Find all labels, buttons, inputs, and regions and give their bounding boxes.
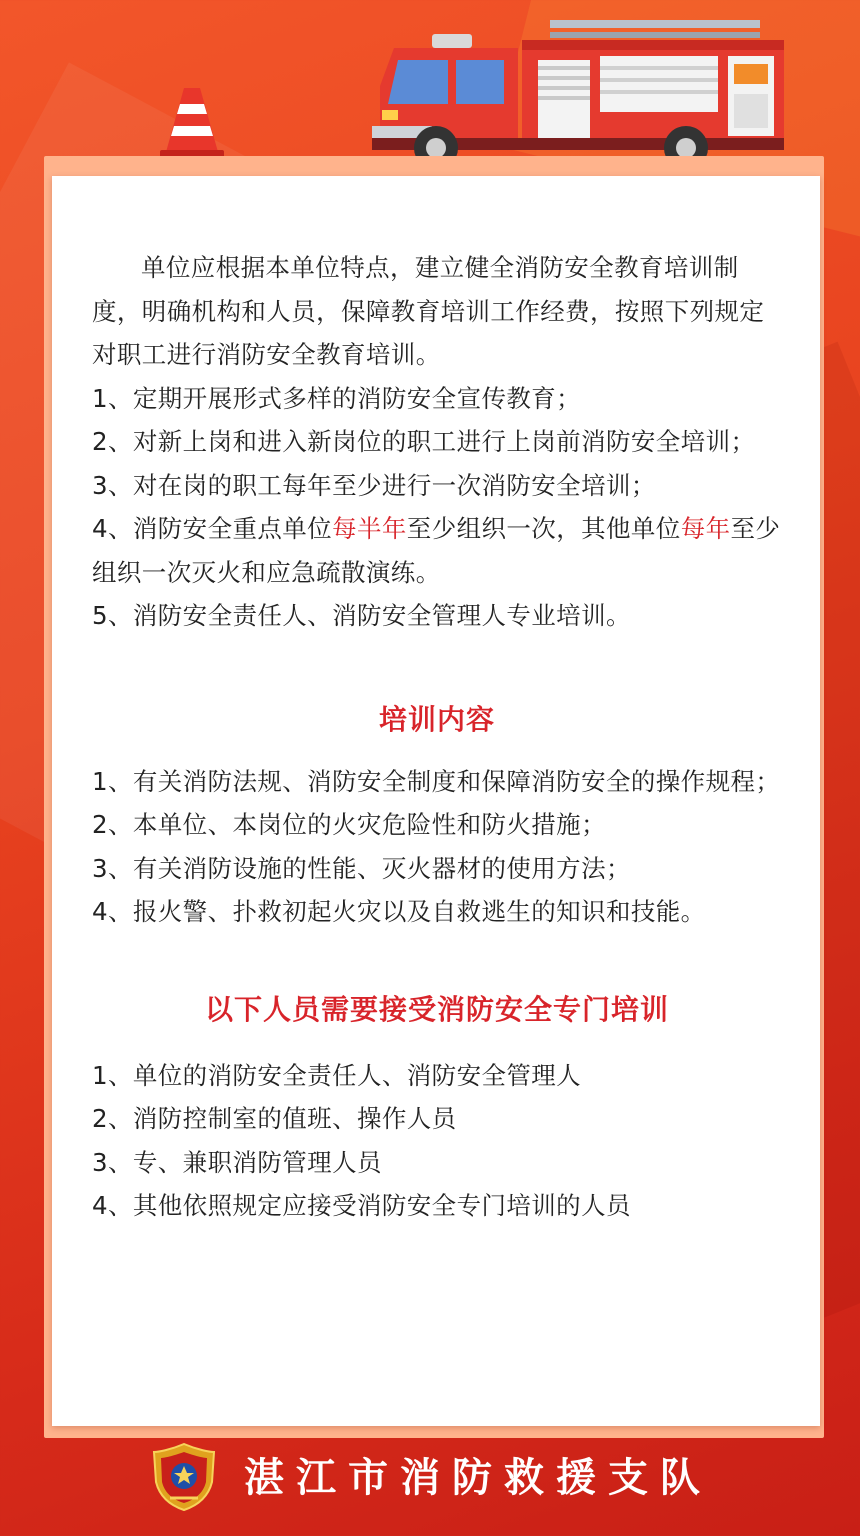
highlight-text: 每半年	[332, 514, 407, 543]
list-item: 2、本单位、本岗位的火灾危险性和防火措施；	[92, 810, 606, 839]
training-content-list	[92, 760, 782, 934]
intro-paragraph: 单位应根据本单位特点，建立健全消防安全教育培训制度，明确机构和人员，保障教育培训工作经费，按照下列规定对职工进行消防安全教育培训。	[92, 253, 765, 369]
list-item: 3、对在岗的职工每年至少进行一次消防安全培训；	[92, 470, 656, 500]
list-item: 1、有关消防法规、消防安全制度和保障消防安全的操作规程；	[92, 766, 781, 796]
list-item-text: 至少组织一次灭火和应急疏散演练。	[92, 514, 781, 587]
list-item: 2、对新上岗和进入新岗位的职工进行上岗前消防安全培训；	[92, 427, 756, 456]
fire-rescue-emblem-icon	[152, 1442, 216, 1512]
traffic-cone-icon	[160, 84, 224, 160]
list-item: 3、有关消防设施的性能、灭火器材的使用方法；	[92, 853, 631, 883]
special-training-list	[92, 1054, 782, 1228]
list-item: 4、其他依照规定应接受消防安全专门培训的人员	[92, 1191, 631, 1220]
section-title-training: 培训内容	[378, 702, 495, 736]
fire-truck-icon	[372, 14, 792, 164]
content-card	[52, 176, 820, 1426]
regulation-list	[92, 377, 782, 638]
list-item	[92, 507, 782, 594]
list-item: 3、专、兼职消防管理人员	[92, 1147, 382, 1177]
highlight-text: 每年	[680, 514, 731, 543]
list-item: 2、消防控制室的值班、操作人员	[92, 1104, 457, 1133]
list-item: 4、报火警、扑救初起火灾以及自救逃生的知识和技能。	[92, 897, 706, 926]
organization-name: 湛江市消防救援支队	[244, 1455, 712, 1501]
list-item: 1、定期开展形式多样的消防安全宣传教育；	[92, 383, 582, 413]
list-item: 5、消防安全责任人、消防安全管理人专业培训。	[92, 601, 631, 630]
list-item: 1、单位的消防安全责任人、消防安全管理人	[92, 1060, 582, 1090]
footer	[0, 1438, 860, 1536]
list-item-text: 4、消防安全重点单位	[92, 514, 333, 543]
section-title-special-training: 以下人员需要接受消防安全专门培训	[204, 992, 669, 1026]
list-item-text: 至少组织一次，其他单位	[406, 514, 681, 543]
